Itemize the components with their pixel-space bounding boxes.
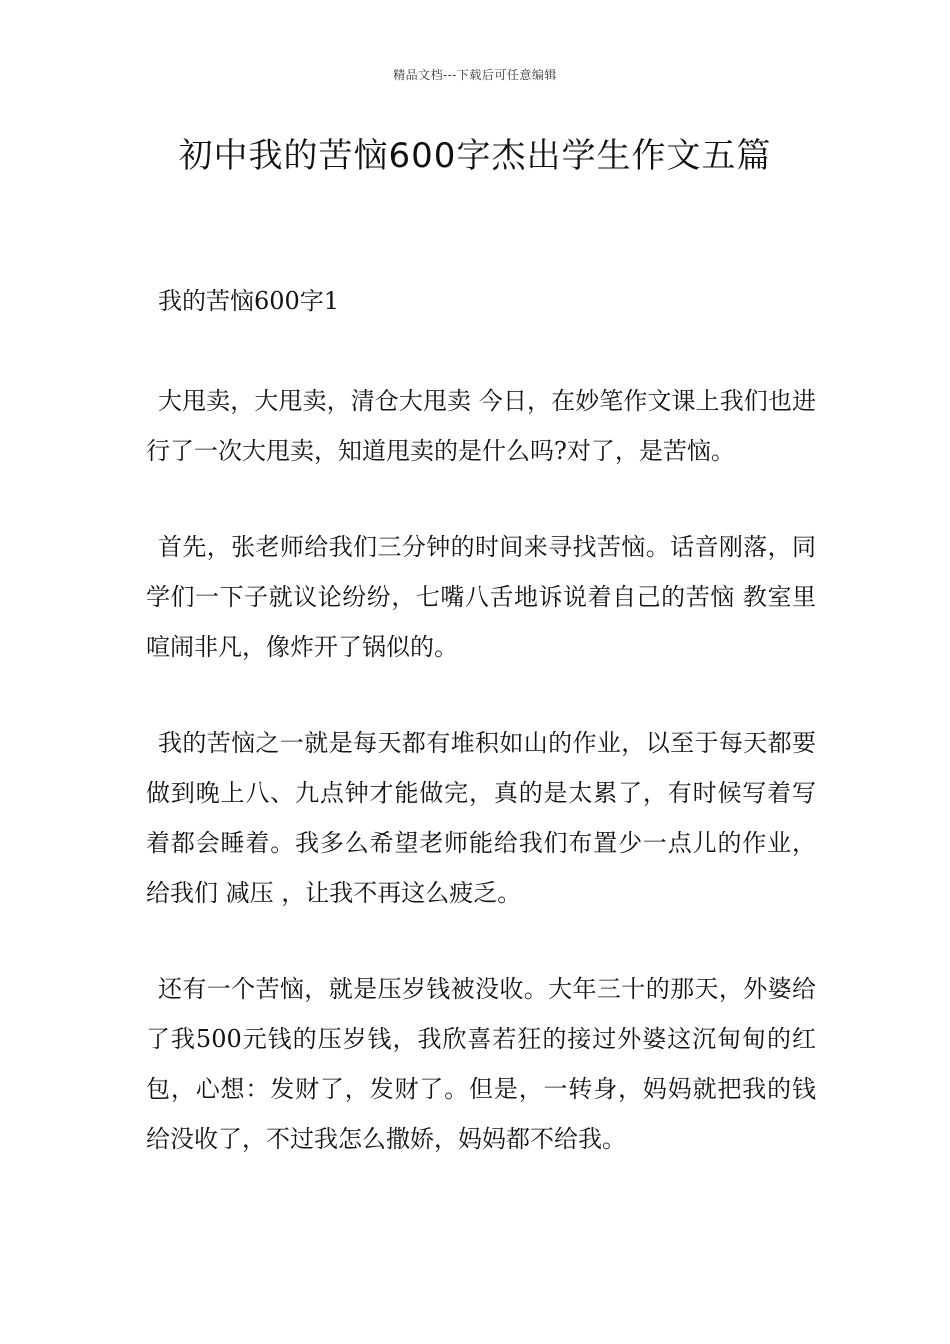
document-body (146, 276, 816, 1210)
paragraph: 还有一个苦恼，就是压岁钱被没收。大年三十的那天，外婆给了我500元钱的压岁钱，我欣喜若狂的接过外婆这沉甸甸的红包，心想：发财了，发财了。但是，一转身，妈妈就把我的钱给没收了，不过我怎么撒娇，妈妈都不给我。 (146, 975, 816, 1153)
paragraph: 我的苦恼之一就是每天都有堆积如山的作业，以至于每天都要做到晚上八、九点钟才能做完，真的是太累了，有时候写着写着都会睡着。我多么希望老师能给我们布置少一点儿的作业，给我们 减压 ，让我不再这么疲乏。 (146, 729, 816, 907)
document-title: 初中我的苦恼600字杰出学生作文五篇 (178, 136, 772, 176)
header-note: 精品文档---下载后可任意编辑 (393, 68, 557, 82)
paragraph: 首先，张老师给我们三分钟的时间来寻找苦恼。话音刚落，同学们一下子就议论纷纷，七嘴八舌地诉说着自己的苦恼 教室里喧闹非凡，像炸开了锅似的。 (146, 533, 816, 661)
paragraph: 大甩卖，大甩卖，清仓大甩卖 今日，在妙笔作文课上我们也进行了一次大甩卖，知道甩卖的是什么吗?对了，是苦恼。 (146, 387, 816, 465)
section-heading: 我的苦恼600字1 (158, 287, 340, 315)
